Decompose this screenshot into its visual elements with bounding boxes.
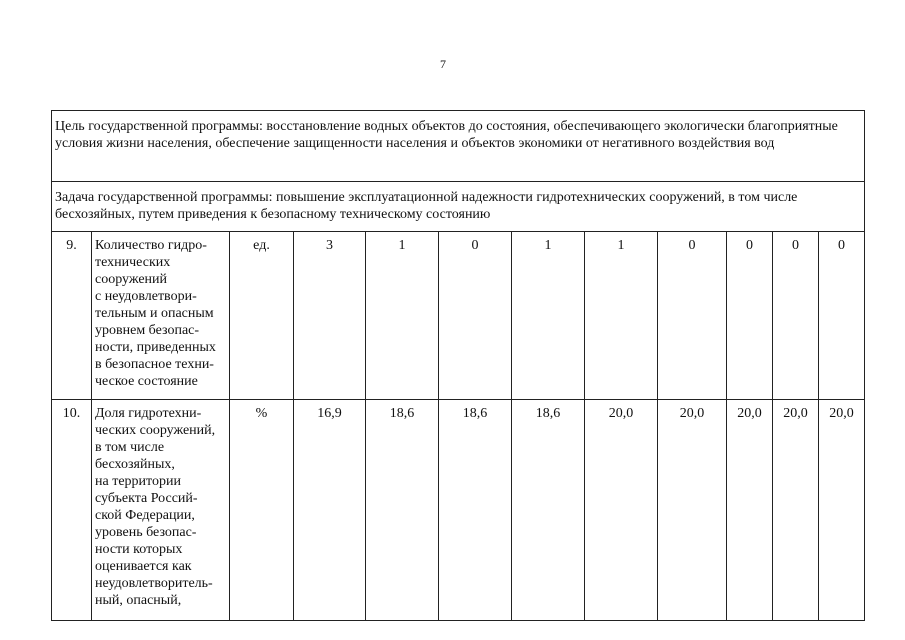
indicator-name-line: в том числе <box>95 440 165 455</box>
table-row <box>52 400 865 621</box>
value-cell: 20,0 <box>658 400 727 621</box>
value-cell: 20,0 <box>819 400 865 621</box>
page-number: 7 <box>440 57 446 71</box>
indicator-name-line: ности которых <box>95 542 183 557</box>
row-number: 9. <box>52 232 92 400</box>
value-cell: 16,9 <box>294 400 366 621</box>
indicator-name-line: на территории <box>95 474 181 489</box>
indicator-name-line: тельным и опасным <box>95 306 214 321</box>
indicator-name-line: технических <box>95 255 171 270</box>
row-number: 10. <box>52 400 92 621</box>
value-cell: 0 <box>773 232 819 400</box>
indicator-name-line: уровнем безопас- <box>95 323 200 338</box>
task-text: Задача государственной программы: повышение эксплуатационной надежности гидротехнических сооружений, в том числе бесхозяйных, путем приведения к безопасному техническому состоянию <box>52 182 865 232</box>
goal-text: Цель государственной программы: восстановление водных объектов до состояния, обеспечивающего экологически благоприятные условия жизни населения, обеспечение защищенности населения и объектов экономики от негативного воздействия вод <box>52 111 865 182</box>
indicator-name <box>92 232 230 400</box>
indicator-name-line: в безопасное техни- <box>95 357 214 372</box>
indicator-name-line: Количество гидро- <box>95 238 207 253</box>
indicator-name-line: неудовлетворитель- <box>95 576 213 591</box>
value-cell: 18,6 <box>439 400 512 621</box>
table-row <box>52 232 865 400</box>
indicator-name-line: оценивается как <box>95 559 192 574</box>
indicator-table <box>51 110 865 621</box>
indicator-name-line: субъекта Россий- <box>95 491 198 506</box>
indicator-name-line: бесхозяйных, <box>95 457 175 472</box>
value-cell: 18,6 <box>366 400 439 621</box>
indicator-name-line: уровень безопас- <box>95 525 197 540</box>
value-cell: 20,0 <box>585 400 658 621</box>
indicator-name-line: Доля гидротехни- <box>95 406 202 421</box>
indicator-name-line: с неудовлетвори- <box>95 289 197 304</box>
value-cell: 1 <box>366 232 439 400</box>
indicator-name-line: ности, приведенных <box>95 340 216 355</box>
value-cell: 0 <box>819 232 865 400</box>
unit-cell: % <box>230 400 294 621</box>
indicator-name-line: ской Федерации, <box>95 508 195 523</box>
value-cell: 0 <box>439 232 512 400</box>
value-cell: 20,0 <box>727 400 773 621</box>
value-cell: 3 <box>294 232 366 400</box>
indicator-name-line: ный, опасный, <box>95 593 182 608</box>
indicator-name-line: ческое состояние <box>95 374 198 389</box>
goal-row <box>52 111 865 182</box>
value-cell: 0 <box>658 232 727 400</box>
value-cell: 18,6 <box>512 400 585 621</box>
task-row <box>52 182 865 232</box>
unit-cell: ед. <box>230 232 294 400</box>
value-cell: 20,0 <box>773 400 819 621</box>
indicator-name <box>92 400 230 621</box>
value-cell: 1 <box>512 232 585 400</box>
value-cell: 0 <box>727 232 773 400</box>
value-cell: 1 <box>585 232 658 400</box>
indicator-name-line: ческих сооружений, <box>95 423 216 438</box>
indicator-name-line: сооружений <box>95 272 168 287</box>
